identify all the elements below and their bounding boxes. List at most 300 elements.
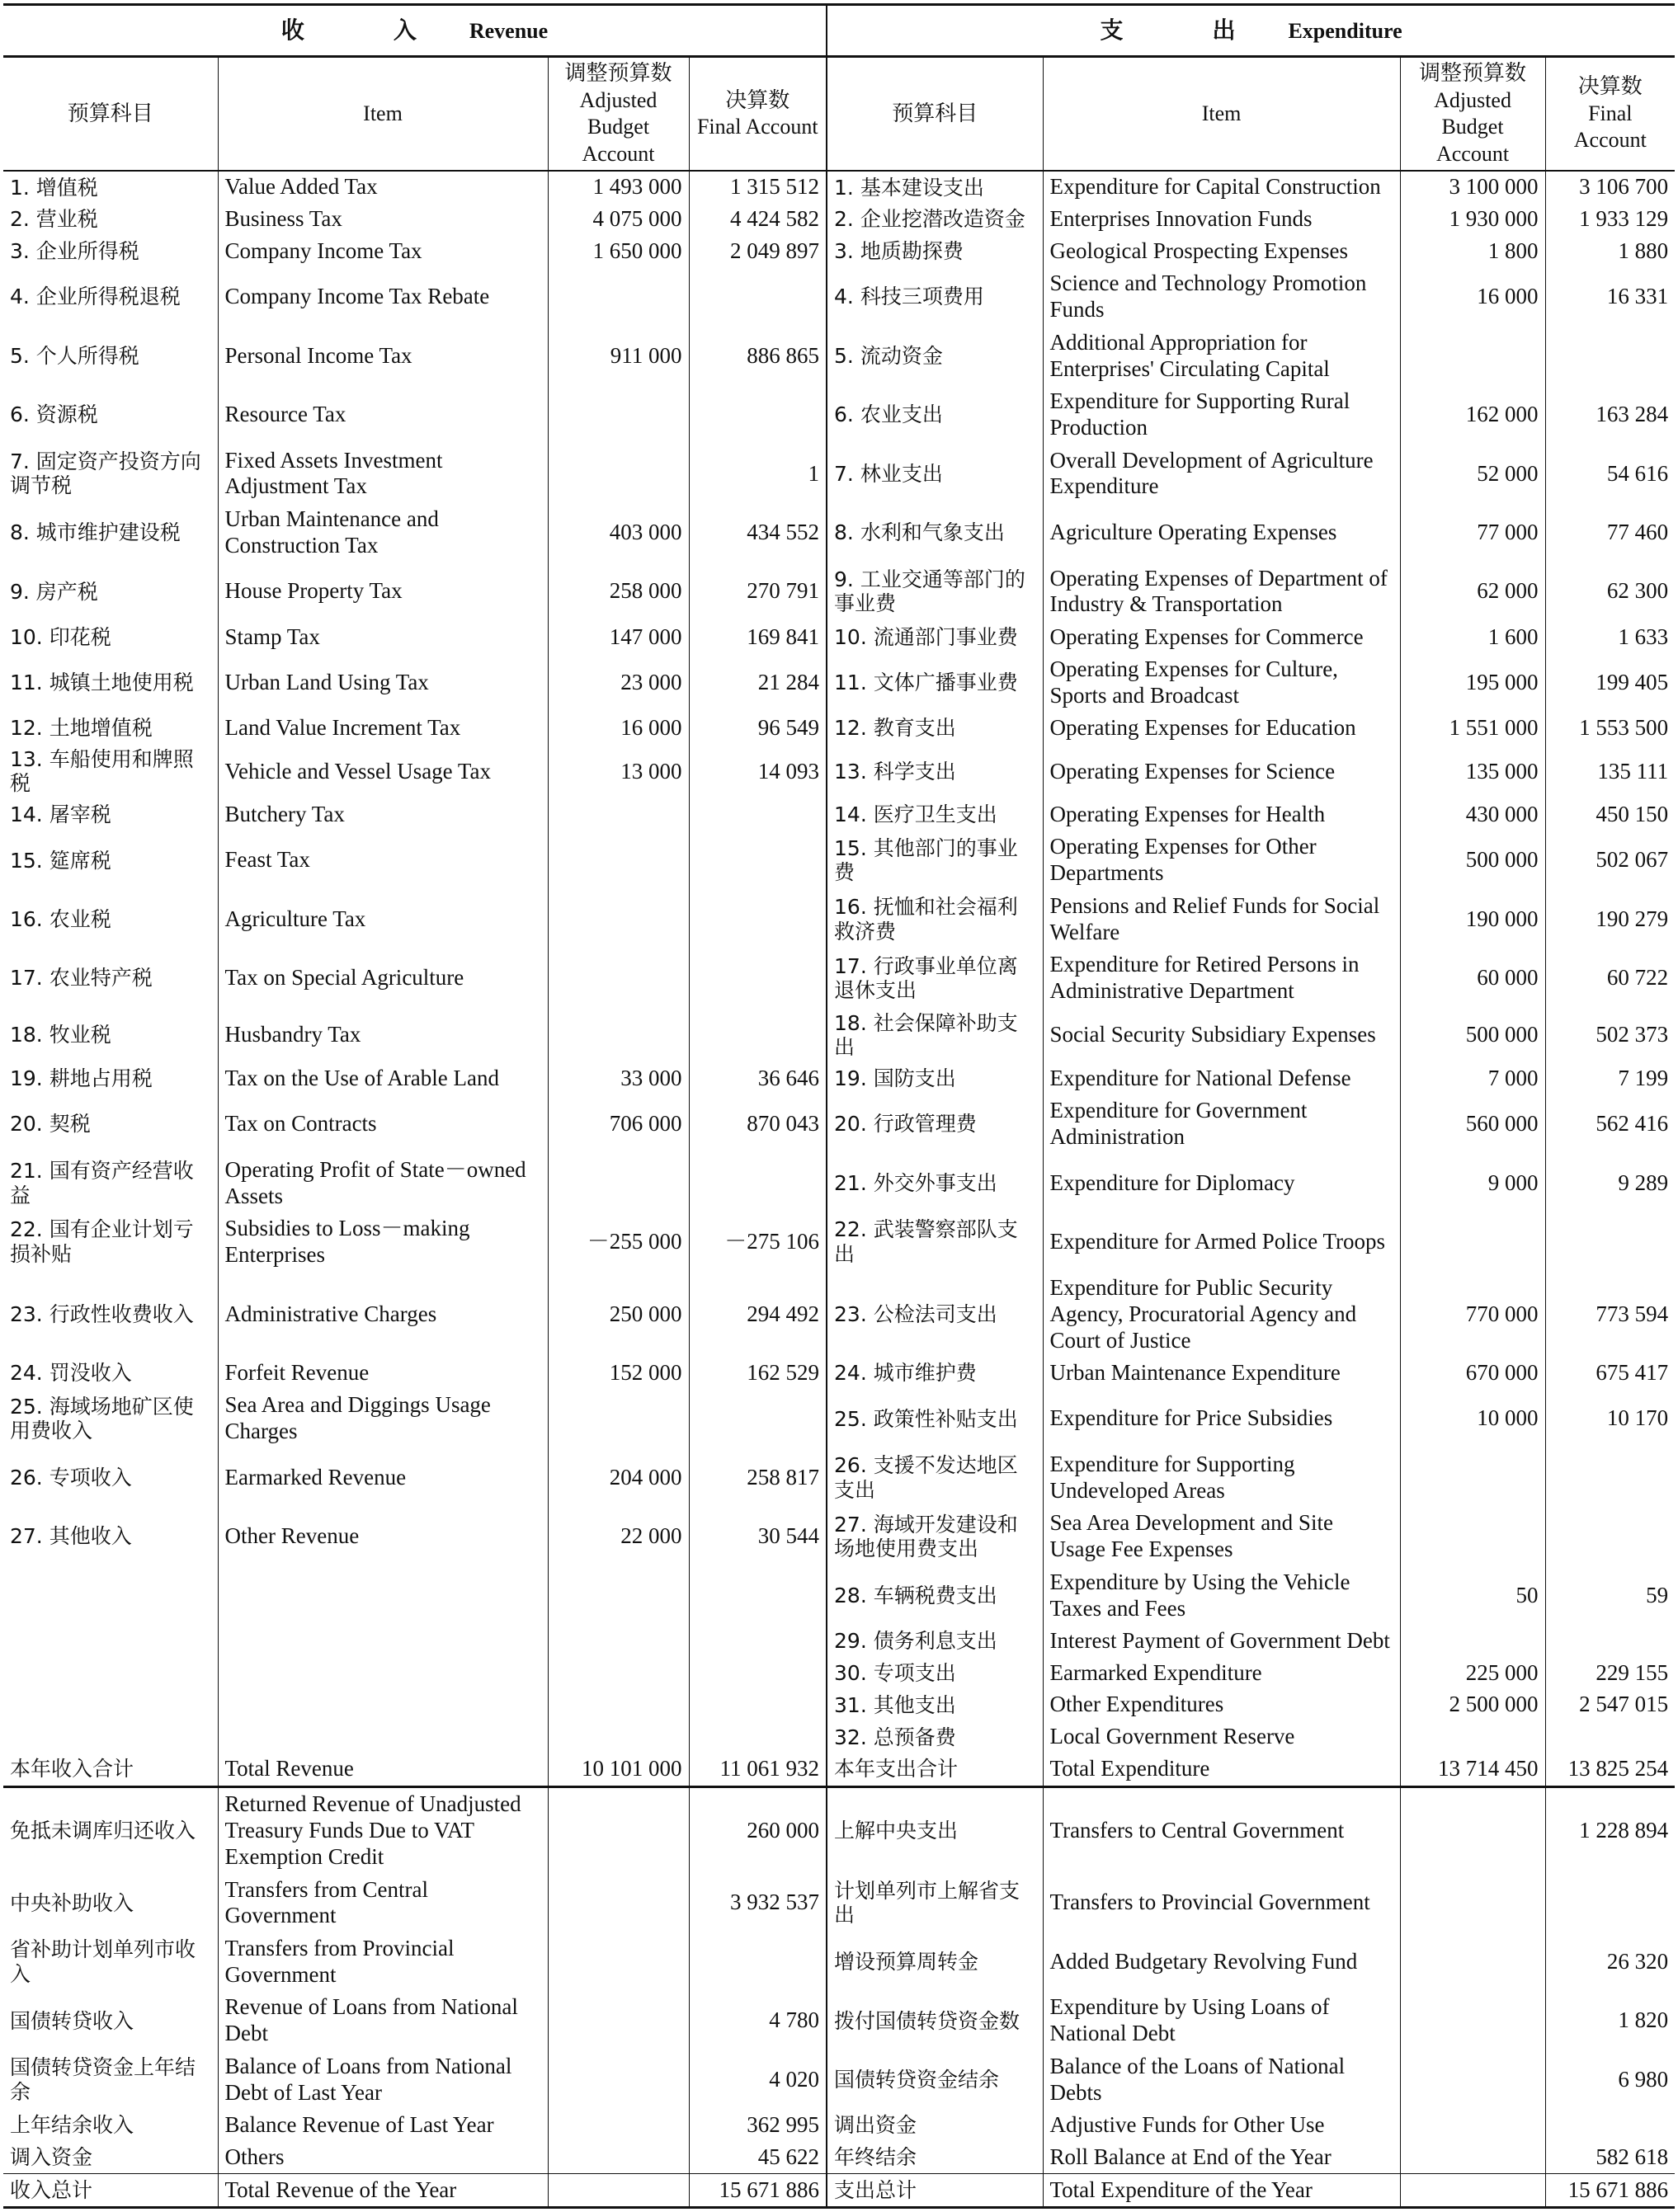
expenditure-final-cell: 26 320 [1606,1948,1669,1974]
revenue-final-cell: 4 020 [689,2050,827,2109]
revenue-subject-cell: 19. 耕地占用税 [3,1063,218,1095]
revenue-adjusted-cell: 147 000 [548,621,689,653]
expenditure-item-cell: Operating Expenses for Science [1043,744,1400,799]
transfer-row [3,2141,1675,2173]
budget-row [3,1272,1675,1358]
expenditure-final-cell: 199 405 [1596,669,1669,694]
revenue-subject-cell: 20. 契税 [3,1094,218,1153]
revenue-adjusted-cell [548,831,689,890]
revenue-final-cell [689,267,827,326]
expenditure-final-cell: 2 547 015 [1579,1692,1669,1717]
revenue-adjusted-cell: 13 000 [548,744,689,799]
revenue-subject-cell: 21. 国有资产经营收益 [3,1154,218,1212]
revenue-adjusted-cell [548,1932,689,1991]
expenditure-adjusted-cell: 670 000 [1400,1358,1545,1390]
expenditure-title-en: Expenditure [1288,19,1402,44]
expenditure-final-cell: 77 460 [1606,520,1669,545]
expenditure-adjusted-cell [1400,1625,1545,1657]
revenue-final-cell: 4 424 582 [689,204,827,236]
revenue-adjusted-cell: 10 101 000 [548,1753,689,1786]
revenue-adjusted-cell: 22 000 [548,1508,689,1566]
expenditure-item-cell: Roll Balance at End of the Year [1043,2141,1400,2173]
expenditure-final-cell: 163 284 [1596,402,1669,427]
budget-row [3,445,1675,503]
expenditure-adjusted-cell: 1 551 000 [1400,712,1545,744]
expenditure-item-cell: Transfers to Central Government [1043,1786,1400,1874]
revenue-item-cell: Butchery Tax [218,799,548,831]
expenditure-subject-cell: 国债转贷资金结余 [827,2050,1043,2109]
expenditure-item-cell: Expenditure for National Defense [1043,1063,1400,1095]
budget-row [3,236,1675,268]
expenditure-subject-cell: 27. 海域开发建设和场地使用费支出 [827,1508,1043,1566]
expenditure-subject-cell: 5. 流动资金 [827,327,1043,385]
expenditure-final-cell: 773 594 [1596,1301,1669,1326]
expenditure-final-cell [1545,327,1675,385]
expenditure-adjusted-cell: 135 000 [1400,744,1545,799]
expenditure-final-cell: 450 150 [1596,802,1669,827]
revenue-item-cell: Resource Tax [218,385,548,444]
budget-table [3,3,1675,2209]
expenditure-subject-cell: 18. 社会保障补助支出 [827,1008,1043,1063]
expenditure-final-cell: 60 722 [1606,965,1669,991]
expenditure-subject-cell: 24. 城市维护费 [827,1358,1043,1390]
revenue-item-cell [218,1657,548,1689]
revenue-subject-cell: 3. 企业所得税 [3,236,218,268]
expenditure-item-cell: Expenditure for Armed Police Troops [1043,1212,1400,1271]
revenue-final-cell: 362 995 [689,2110,827,2142]
transfer-row [3,1932,1675,1991]
revenue-item-cell [218,1566,548,1625]
revenue-item-cell [218,1625,548,1657]
revenue-subject-cell [3,1625,218,1657]
revenue-final-cell [689,1689,827,1721]
revenue-final-cell: 434 552 [689,503,827,562]
revenue-item-cell: Subsidies to Loss－making Enterprises [218,1212,548,1271]
expenditure-final-cell: 54 616 [1606,460,1669,486]
expenditure-final-cell: 62 300 [1606,578,1669,604]
budget-row [3,744,1675,799]
expenditure-subject-cell: 9. 工业交通等部门的事业费 [827,562,1043,621]
expenditure-final-cell: 3 106 700 [1579,174,1669,200]
revenue-item-cell: Total Revenue of the Year [218,2174,548,2208]
expenditure-subject-cell: 29. 债务利息支出 [827,1625,1043,1657]
expenditure-final-cell: 16 331 [1606,284,1669,309]
budget-row [3,1008,1675,1063]
expenditure-adjusted-cell: 500 000 [1400,1008,1545,1063]
revenue-item-cell [218,1721,548,1753]
expenditure-adjusted-cell: 62 000 [1400,562,1545,621]
revenue-item-cell: Agriculture Tax [218,890,548,948]
expenditure-adjusted-cell: 7 000 [1400,1063,1545,1095]
budget-row [3,1625,1675,1657]
revenue-subject-cell: 国债转贷收入 [3,1992,218,2050]
revenue-final-cell: 21 284 [689,653,827,712]
revenue-final-cell [689,1390,827,1448]
revenue-subject-cell: 9. 房产税 [3,562,218,621]
expenditure-final-cell: 582 618 [1596,2144,1669,2169]
revenue-subject-cell: 收入总计 [3,2174,218,2208]
expenditure-item-cell: Overall Development of Agriculture Expenditure [1043,445,1400,503]
col-final-en: Final Account [696,115,818,139]
budget-row [3,1689,1675,1721]
revenue-adjusted-cell [548,1992,689,2050]
expenditure-adjusted-cell: 16 000 [1400,267,1545,326]
grand-total-row [3,2174,1675,2208]
revenue-subject-cell: 免抵未调库归还收入 [3,1786,218,1874]
expenditure-item-cell: Expenditure for Diplomacy [1043,1154,1400,1212]
col-adjusted-en: Adjusted Budget Account [579,87,658,166]
revenue-item-cell: Personal Income Tax [218,327,548,385]
expenditure-subject-cell: 30. 专项支出 [827,1657,1043,1689]
expenditure-adjusted-cell: 190 000 [1400,890,1545,948]
revenue-item-cell: Tax on the Use of Arable Land [218,1063,548,1095]
expenditure-subject-cell: 28. 车辆税费支出 [827,1566,1043,1625]
expenditure-adjusted-cell: 162 000 [1400,385,1545,444]
col-final-cn: 决算数 [1577,74,1643,100]
revenue-adjusted-cell: －255 000 [548,1212,689,1271]
expenditure-item-cell: Operating Expenses for Education [1043,712,1400,744]
revenue-final-cell [689,890,827,948]
budget-row [3,503,1675,562]
revenue-adjusted-cell: 258 000 [548,562,689,621]
expenditure-item-cell: Geological Prospecting Expenses [1043,236,1400,268]
section-title-row [3,5,1675,57]
expenditure-adjusted-cell: 1 800 [1400,236,1545,268]
revenue-adjusted-cell [548,799,689,831]
revenue-item-cell: Administrative Charges [218,1272,548,1358]
expenditure-item-cell: Local Government Reserve [1043,1721,1400,1753]
budget-row [3,621,1675,653]
revenue-final-cell [689,948,827,1007]
revenue-item-cell: Operating Profit of State－owned Assets [218,1154,548,1212]
revenue-section-title [3,5,827,57]
expenditure-final-cell [1545,1721,1675,1753]
revenue-final-cell [689,831,827,890]
expenditure-adjusted-cell: 9 000 [1400,1154,1545,1212]
revenue-final-cell [689,1932,827,1991]
expenditure-subject-cell: 21. 外交外事支出 [827,1154,1043,1212]
revenue-item-cell: Others [218,2141,548,2173]
col-item-revenue: Item [218,57,548,172]
expenditure-item-cell: Total Expenditure of the Year [1043,2174,1400,2208]
expenditure-final-cell [1545,1625,1675,1657]
expenditure-subject-cell: 计划单列市上解省支出 [827,1874,1043,1932]
revenue-final-cell: 260 000 [689,1786,827,1874]
expenditure-final-cell: 6 980 [1618,2066,1669,2092]
revenue-subject-cell [3,1721,218,1753]
budget-row [3,1657,1675,1689]
revenue-item-cell: Sea Area and Diggings Usage Charges [218,1390,548,1448]
revenue-final-cell: 886 865 [689,327,827,385]
revenue-item-cell: Tax on Contracts [218,1094,548,1153]
expenditure-adjusted-cell [1400,2141,1545,2173]
expenditure-subject-cell: 32. 总预备费 [827,1721,1043,1753]
revenue-adjusted-cell: 23 000 [548,653,689,712]
expenditure-title-cn: 支 出 [1100,16,1269,45]
expenditure-final-cell: 229 155 [1596,1659,1669,1685]
expenditure-item-cell: Enterprises Innovation Funds [1043,204,1400,236]
expenditure-subject-cell: 15. 其他部门的事业费 [827,831,1043,890]
revenue-item-cell: Stamp Tax [218,621,548,653]
expenditure-subject-cell: 14. 医疗卫生支出 [827,799,1043,831]
expenditure-subject-cell: 增设预算周转金 [827,1932,1043,1991]
expenditure-final-cell: 135 111 [1597,758,1669,784]
expenditure-item-cell: Additional Appropriation for Enterprises' Circulating Capital [1043,327,1400,385]
revenue-adjusted-cell: 33 000 [548,1063,689,1095]
expenditure-adjusted-cell [1400,2110,1545,2142]
revenue-item-cell: Urban Land Using Tax [218,653,548,712]
revenue-subject-cell: 1. 增值税 [3,171,218,204]
expenditure-adjusted-cell: 195 000 [1400,653,1545,712]
revenue-final-cell [689,1154,827,1212]
revenue-item-cell: Returned Revenue of Unadjusted Treasury Funds Due to VAT Exemption Credit [218,1786,548,1874]
revenue-adjusted-cell [548,1008,689,1063]
expenditure-final-cell: 59 [1646,1582,1669,1607]
transfer-row [3,1786,1675,1874]
expenditure-item-cell: Expenditure by Using Loans of National Debt [1043,1992,1400,2050]
revenue-final-cell [689,1721,827,1753]
budget-row [3,327,1675,385]
budget-row [3,1063,1675,1095]
revenue-final-cell: 96 549 [689,712,827,744]
total-rows [3,1753,1675,1786]
transfer-row [3,1874,1675,1932]
revenue-item-cell: Fixed Assets Investment Adjustment Tax [218,445,548,503]
revenue-subject-cell: 11. 城镇土地使用税 [3,653,218,712]
expenditure-final-cell: 502 373 [1596,1022,1669,1047]
expenditure-adjusted-cell [1400,1992,1545,2050]
revenue-final-cell: 870 043 [689,1094,827,1153]
expenditure-subject-cell: 8. 水利和气象支出 [827,503,1043,562]
expenditure-subject-cell: 年终结余 [827,2141,1043,2173]
revenue-final-cell [689,799,827,831]
expenditure-subject-cell: 上解中央支出 [827,1786,1043,1874]
col-final-en: Final Account [1573,101,1647,153]
revenue-item-cell: Vehicle and Vessel Usage Tax [218,744,548,799]
transfer-row [3,2110,1675,2142]
transfer-rows [3,1786,1675,2174]
revenue-subject-cell: 24. 罚没收入 [3,1358,218,1390]
revenue-subject-cell: 17. 农业特产税 [3,948,218,1007]
expenditure-final-cell: 1 880 [1618,238,1669,264]
expenditure-adjusted-cell: 13 714 450 [1400,1753,1545,1786]
expenditure-subject-cell: 23. 公检法司支出 [827,1272,1043,1358]
expenditure-section-title [827,5,1675,57]
expenditure-item-cell: Expenditure for Capital Construction [1043,171,1400,204]
revenue-adjusted-cell [548,1689,689,1721]
budget-row [3,1721,1675,1753]
expenditure-final-cell: 7 199 [1618,1066,1669,1091]
revenue-adjusted-cell [548,1721,689,1753]
expenditure-adjusted-cell [1400,1508,1545,1566]
expenditure-item-cell: Expenditure for Retired Persons in Administrative Department [1043,948,1400,1007]
expenditure-final-cell: 1 633 [1618,624,1669,649]
revenue-adjusted-cell [548,2110,689,2142]
revenue-adjusted-cell: 403 000 [548,503,689,562]
expenditure-subject-cell: 拨付国债转贷资金数 [827,1992,1043,2050]
revenue-adjusted-cell [548,267,689,326]
revenue-item-cell: Company Income Tax Rebate [218,267,548,326]
expenditure-item-cell: Other Expenditures [1043,1689,1400,1721]
expenditure-item-cell: Balance of the Loans of National Debts [1043,2050,1400,2109]
revenue-final-cell: 36 646 [689,1063,827,1095]
expenditure-subject-cell: 7. 林业支出 [827,445,1043,503]
budget-row [3,653,1675,712]
expenditure-item-cell: Operating Expenses for Other Departments [1043,831,1400,890]
expenditure-item-cell: Sea Area Development and Site Usage Fee Expenses [1043,1508,1400,1566]
revenue-subject-cell: 13. 车船使用和牌照税 [3,744,218,799]
expenditure-final-cell: 1 820 [1618,2007,1669,2033]
expenditure-subject-cell: 19. 国防支出 [827,1063,1043,1095]
budget-row [3,948,1675,1007]
revenue-subject-cell: 18. 牧业税 [3,1008,218,1063]
expenditure-subject-cell: 17. 行政事业单位离退休支出 [827,948,1043,1007]
revenue-subject-cell: 8. 城市维护建设税 [3,503,218,562]
budget-row [3,799,1675,831]
expenditure-final-cell [1545,2110,1675,2142]
revenue-item-cell: Value Added Tax [218,171,548,204]
budget-row [3,1094,1675,1153]
revenue-item-cell: Land Value Increment Tax [218,712,548,744]
revenue-adjusted-cell [548,1154,689,1212]
expenditure-final-cell: 1 553 500 [1579,714,1669,740]
expenditure-item-cell: Science and Technology Promotion Funds [1043,267,1400,326]
expenditure-adjusted-cell: 60 000 [1400,948,1545,1007]
expenditure-item-cell: Agriculture Operating Expenses [1043,503,1400,562]
budget-row [3,1508,1675,1566]
revenue-adjusted-cell [548,890,689,948]
expenditure-subject-cell: 6. 农业支出 [827,385,1043,444]
revenue-item-cell: Other Revenue [218,1508,548,1566]
col-subject-revenue: 预算科目 [3,57,218,172]
revenue-final-cell: 45 622 [689,2141,827,2173]
expenditure-item-cell: Operating Expenses for Health [1043,799,1400,831]
expenditure-item-cell: Operating Expenses of Department of Industry & Transportation [1043,562,1400,621]
revenue-final-cell: 4 780 [689,1992,827,2050]
expenditure-item-cell: Expenditure for Public Security Agency, Procuratorial Agency and Court of Justice [1043,1272,1400,1358]
expenditure-item-cell: Transfers to Provincial Government [1043,1874,1400,1932]
revenue-adjusted-cell: 204 000 [548,1448,689,1507]
expenditure-adjusted-cell: 50 [1400,1566,1545,1625]
revenue-item-cell: Revenue of Loans from National Debt [218,1992,548,2050]
budget-row [3,1154,1675,1212]
expenditure-subject-cell: 本年支出合计 [827,1753,1043,1786]
expenditure-adjusted-cell: 10 000 [1400,1390,1545,1448]
expenditure-adjusted-cell [1400,2050,1545,2109]
expenditure-adjusted-cell: 2 500 000 [1400,1689,1545,1721]
revenue-item-cell: Husbandry Tax [218,1008,548,1063]
revenue-final-cell: 169 841 [689,621,827,653]
expenditure-subject-cell: 2. 企业挖潜改造资金 [827,204,1043,236]
expenditure-subject-cell: 3. 地质勘探费 [827,236,1043,268]
revenue-adjusted-cell: 250 000 [548,1272,689,1358]
expenditure-item-cell: Total Expenditure [1043,1753,1400,1786]
expenditure-subject-cell: 调出资金 [827,2110,1043,2142]
revenue-final-cell [689,1625,827,1657]
expenditure-subject-cell: 26. 支援不发达地区支出 [827,1448,1043,1507]
expenditure-adjusted-cell [1400,1786,1545,1874]
revenue-final-cell [689,1657,827,1689]
revenue-subject-cell [3,1566,218,1625]
revenue-final-cell: 1 [689,445,827,503]
revenue-adjusted-cell [548,1390,689,1448]
col-adjusted-revenue [548,57,689,172]
transfer-row [3,1992,1675,2050]
expenditure-item-cell: Expenditure for Supporting Rural Production [1043,385,1400,444]
revenue-final-cell: 3 932 537 [689,1874,827,1932]
revenue-item-cell: Transfers from Central Government [218,1874,548,1932]
expenditure-adjusted-cell [1400,1932,1545,1991]
revenue-subject-cell: 省补助计划单列市收入 [3,1932,218,1991]
col-final-cn: 决算数 [725,87,790,113]
revenue-adjusted-cell [548,1566,689,1625]
revenue-adjusted-cell: 1 650 000 [548,236,689,268]
revenue-adjusted-cell: 911 000 [548,327,689,385]
expenditure-subject-cell: 10. 流通部门事业费 [827,621,1043,653]
revenue-subject-cell: 15. 筵席税 [3,831,218,890]
revenue-subject-cell: 10. 印花税 [3,621,218,653]
expenditure-subject-cell: 16. 抚恤和社会福利救济费 [827,890,1043,948]
expenditure-final-cell: 1 228 894 [1579,1817,1669,1843]
expenditure-adjusted-cell: 560 000 [1400,1094,1545,1153]
revenue-item-cell: Earmarked Revenue [218,1448,548,1507]
expenditure-subject-cell: 支出总计 [827,2174,1043,2208]
expenditure-subject-cell: 31. 其他支出 [827,1689,1043,1721]
revenue-item-cell: Tax on Special Agriculture [218,948,548,1007]
revenue-subject-cell: 调入资金 [3,2141,218,2173]
revenue-adjusted-cell [548,1786,689,1874]
col-adjusted-en: Adjusted Budget Account [1434,87,1511,166]
revenue-item-cell [218,1689,548,1721]
revenue-item-cell: Balance of Loans from National Debt of Last Year [218,2050,548,2109]
col-adjusted-cn: 调整预算数 [564,61,672,86]
expenditure-item-cell: Interest Payment of Government Debt [1043,1625,1400,1657]
revenue-final-cell: 258 817 [689,1448,827,1507]
revenue-adjusted-cell [548,2174,689,2208]
expenditure-adjusted-cell: 225 000 [1400,1657,1545,1689]
revenue-final-cell: 294 492 [689,1272,827,1358]
revenue-subject-cell: 12. 土地增值税 [3,712,218,744]
expenditure-item-cell: Operating Expenses for Commerce [1043,621,1400,653]
revenue-final-cell: 162 529 [689,1358,827,1390]
revenue-subject-cell [3,1689,218,1721]
expenditure-final-cell: 190 279 [1596,906,1669,931]
expenditure-adjusted-cell: 770 000 [1400,1272,1545,1358]
budget-row [3,385,1675,444]
revenue-final-cell: －275 106 [689,1212,827,1271]
expenditure-subject-cell: 11. 文体广播事业费 [827,653,1043,712]
revenue-final-cell: 30 544 [689,1508,827,1566]
revenue-adjusted-cell: 16 000 [548,712,689,744]
col-adjusted-cn: 调整预算数 [1419,61,1527,86]
col-final-revenue [689,57,827,172]
revenue-subject-cell: 国债转贷资金上年结余 [3,2050,218,2109]
budget-row [3,267,1675,326]
expenditure-subject-cell: 4. 科技三项费用 [827,267,1043,326]
budget-row [3,1358,1675,1390]
revenue-item-cell: Total Revenue [218,1753,548,1786]
revenue-final-cell [689,1008,827,1063]
revenue-title-en: Revenue [469,19,549,44]
budget-row [3,1212,1675,1271]
expenditure-adjusted-cell: 430 000 [1400,799,1545,831]
revenue-subject-cell: 中央补助收入 [3,1874,218,1932]
col-subject-expenditure: 预算科目 [827,57,1043,172]
expenditure-final-cell: 562 416 [1596,1111,1669,1137]
revenue-subject-cell: 22. 国有企业计划亏损补贴 [3,1212,218,1271]
revenue-final-cell: 14 093 [689,744,827,799]
expenditure-adjusted-cell: 500 000 [1400,831,1545,890]
